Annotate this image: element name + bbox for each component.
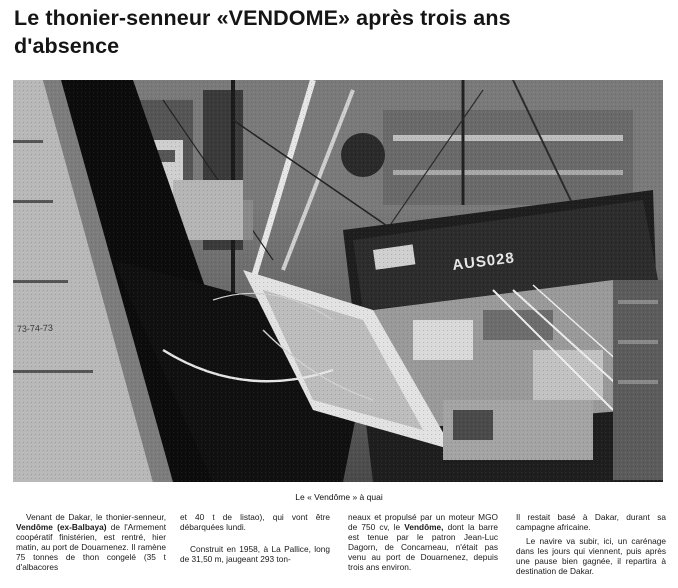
col1-text-rest: de l'Armement coopératif finistérien, est rentré, hier matin, au port de Douarnenez. Il ramène 75 tonnes de thon congelé (35 t d'albacores — [16, 522, 166, 573]
col1-text-start: Venant de Dakar, le thonier-senneur, — [26, 512, 166, 522]
headline-line-1: Le thonier-senneur «VENDOME» après trois ans — [14, 6, 511, 30]
photo-caption: Le « Vendôme » à quai — [295, 492, 383, 502]
vessel-name-bold-2: Vendôme, — [404, 522, 444, 533]
news-photo-tuna-seiner-at-quay — [13, 80, 663, 482]
headline — [14, 4, 614, 60]
article-column-4 — [516, 512, 666, 577]
article-column-3 — [348, 512, 498, 573]
article-column-1 — [16, 512, 166, 573]
vessel-name-bold: Vendôme (ex-Balbaya) — [16, 522, 107, 533]
column-2-paragraph-2: Construit en 1958, à La Pallice, long de 31,50 m, jaugeant 293 ton- — [180, 544, 330, 565]
column-1-paragraph-1 — [16, 512, 166, 573]
photo-illustration — [13, 80, 663, 482]
column-4-paragraph-1: Il restait basé à Dakar, durant sa campagne africaine. — [516, 512, 666, 533]
column-4-paragraph-2: Le navire va subir, ici, un carénage dans les jours qui viennent, puis après une pause bien gagnée, il repartira à destination de Dakar. — [516, 536, 666, 577]
article-column-2 — [180, 512, 330, 564]
col3-text-rest: dont la barre est tenue par le patron Jean-Luc Dagorn, de Concarneau, n'était pas venu au port de Douarnenez, depuis trois ans environ. — [348, 522, 498, 573]
article-body — [16, 512, 670, 588]
col3-text-start: neaux et propulsé par un moteur MGO de 750 cv, le — [348, 512, 498, 533]
column-3-paragraph-1 — [348, 512, 498, 573]
column-2-paragraph-1: et 40 t de listao), qui vont être débarquées lundi. — [180, 512, 330, 533]
headline-line-2: d'absence — [14, 34, 120, 58]
